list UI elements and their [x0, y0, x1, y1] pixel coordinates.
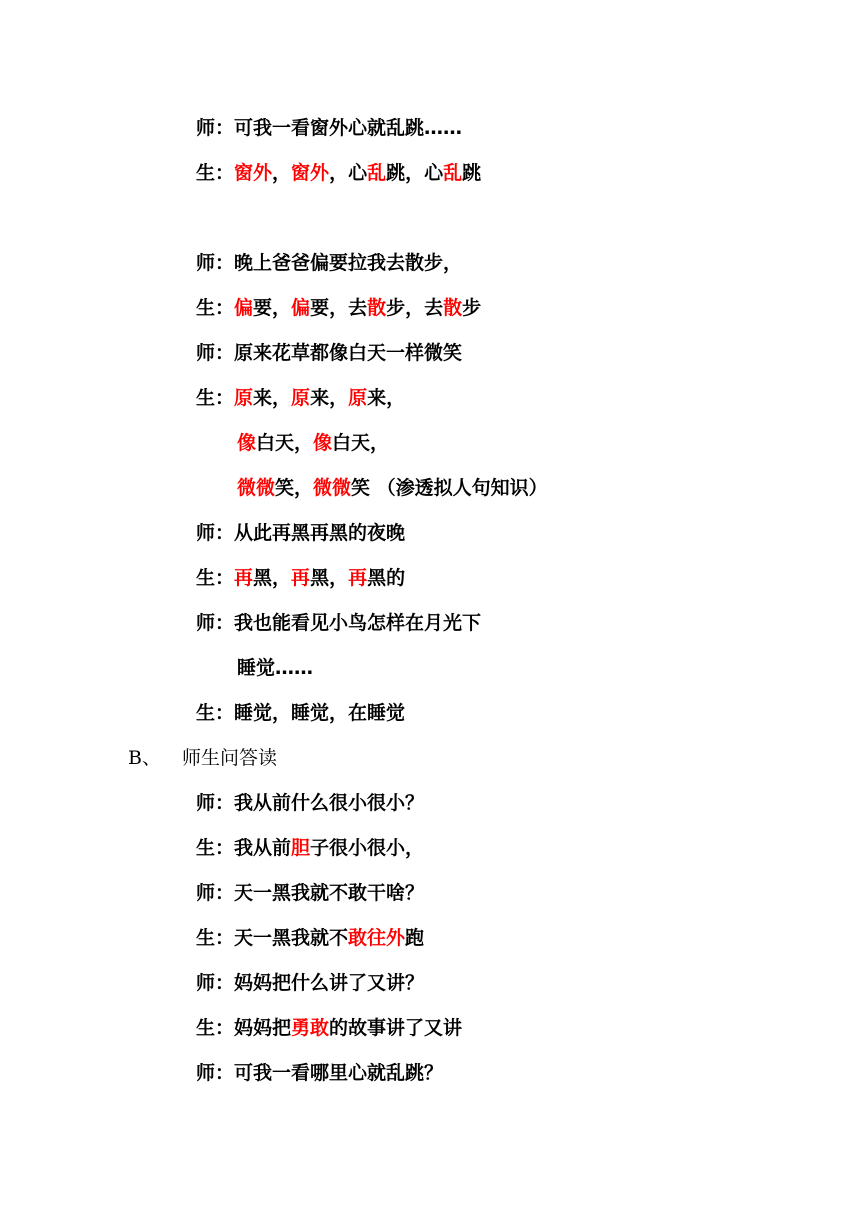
highlighted-text: 原 — [348, 387, 368, 409]
line-text: 跳 — [462, 162, 482, 184]
dialogue-line — [196, 341, 462, 365]
highlighted-text: 乱 — [443, 162, 463, 184]
line-text: 步，去 — [386, 297, 444, 319]
highlighted-text: 偏 — [291, 297, 311, 319]
line-text: 生：我从前 — [196, 837, 292, 859]
highlighted-text: 胆 — [291, 837, 311, 859]
dialogue-line — [237, 431, 389, 455]
highlighted-text: 再 — [234, 567, 254, 589]
line-text: 跳，心 — [386, 162, 444, 184]
dialogue-line — [237, 476, 548, 500]
line-text: 白天， — [332, 432, 390, 454]
line-text: 生： — [196, 567, 235, 589]
dialogue-line — [196, 386, 405, 410]
line-text: 生： — [196, 162, 235, 184]
line-text: 生：天一黑我就不 — [196, 927, 349, 949]
line-text: 白天， — [256, 432, 314, 454]
line-text: 要， — [253, 297, 292, 319]
highlighted-text: 微微 — [313, 477, 352, 499]
dialogue-line — [196, 161, 481, 185]
line-text: 笑 （渗透拟人句知识） — [351, 477, 548, 499]
section-b-heading — [128, 746, 277, 770]
line-text: 来， — [310, 387, 349, 409]
line-text: 师：原来花草都像白天一样微笑 — [196, 342, 463, 364]
highlighted-text: 勇敢 — [291, 1017, 330, 1039]
line-text: 睡觉…… — [237, 657, 314, 679]
line-text: 的故事讲了又讲 — [329, 1017, 463, 1039]
highlighted-text: 再 — [348, 567, 368, 589]
highlighted-text: 散 — [367, 297, 387, 319]
highlighted-text: 窗外 — [291, 162, 330, 184]
section-b-title: 师生问答读 — [182, 747, 278, 769]
line-text: 黑， — [310, 567, 349, 589]
line-text: 来， — [253, 387, 292, 409]
line-text: 生： — [196, 387, 235, 409]
dialogue-line — [196, 836, 424, 860]
highlighted-text: 偏 — [234, 297, 254, 319]
line-text: 师：我从前什么很小很小？ — [196, 792, 425, 814]
dialogue-line — [196, 251, 462, 275]
line-text: 黑的 — [367, 567, 406, 589]
section-b-marker: B、 — [128, 747, 161, 769]
line-text: 师：从此再黑再黑的夜晚 — [196, 522, 406, 544]
dialogue-line — [196, 926, 424, 950]
highlighted-text: 像 — [313, 432, 333, 454]
line-text: 来， — [367, 387, 406, 409]
line-text: 生： — [196, 297, 235, 319]
dialogue-line — [196, 791, 424, 815]
dialogue-line — [196, 566, 405, 590]
highlighted-text: 再 — [291, 567, 311, 589]
line-text: 师：可我一看窗外心就乱跳…… — [196, 117, 463, 139]
highlighted-text: 原 — [234, 387, 254, 409]
line-text: 子很小很小， — [310, 837, 425, 859]
highlighted-text: 散 — [443, 297, 463, 319]
highlighted-text: 微微 — [237, 477, 276, 499]
line-text: 师：可我一看哪里心就乱跳？ — [196, 1062, 444, 1084]
line-text: 生：妈妈把 — [196, 1017, 292, 1039]
line-text: 师：我也能看见小鸟怎样在月光下 — [196, 612, 482, 634]
dialogue-line — [196, 611, 481, 635]
line-text: ， — [272, 162, 292, 184]
dialogue-line — [196, 116, 462, 140]
highlighted-text: 像 — [237, 432, 257, 454]
dialogue-line — [196, 296, 481, 320]
dialogue-line — [237, 656, 313, 680]
line-text: 生：睡觉，睡觉，在睡觉 — [196, 702, 406, 724]
dialogue-line — [196, 881, 424, 905]
highlighted-text: 原 — [291, 387, 311, 409]
line-text: 步 — [462, 297, 482, 319]
dialogue-line — [196, 521, 405, 545]
line-text: ，心 — [329, 162, 368, 184]
dialogue-line — [196, 971, 424, 995]
line-text: 笑， — [275, 477, 314, 499]
line-text: 跑 — [405, 927, 425, 949]
dialogue-line — [196, 1016, 462, 1040]
line-text: 师：晚上爸爸偏要拉我去散步， — [196, 252, 463, 274]
line-text: 师：天一黑我就不敢干啥？ — [196, 882, 425, 904]
dialogue-line — [196, 1061, 443, 1085]
line-text: 要，去 — [310, 297, 368, 319]
line-text: 师：妈妈把什么讲了又讲？ — [196, 972, 425, 994]
line-text: 黑， — [253, 567, 292, 589]
highlighted-text: 敢往外 — [348, 927, 406, 949]
dialogue-line — [196, 701, 405, 725]
highlighted-text: 窗外 — [234, 162, 273, 184]
highlighted-text: 乱 — [367, 162, 387, 184]
